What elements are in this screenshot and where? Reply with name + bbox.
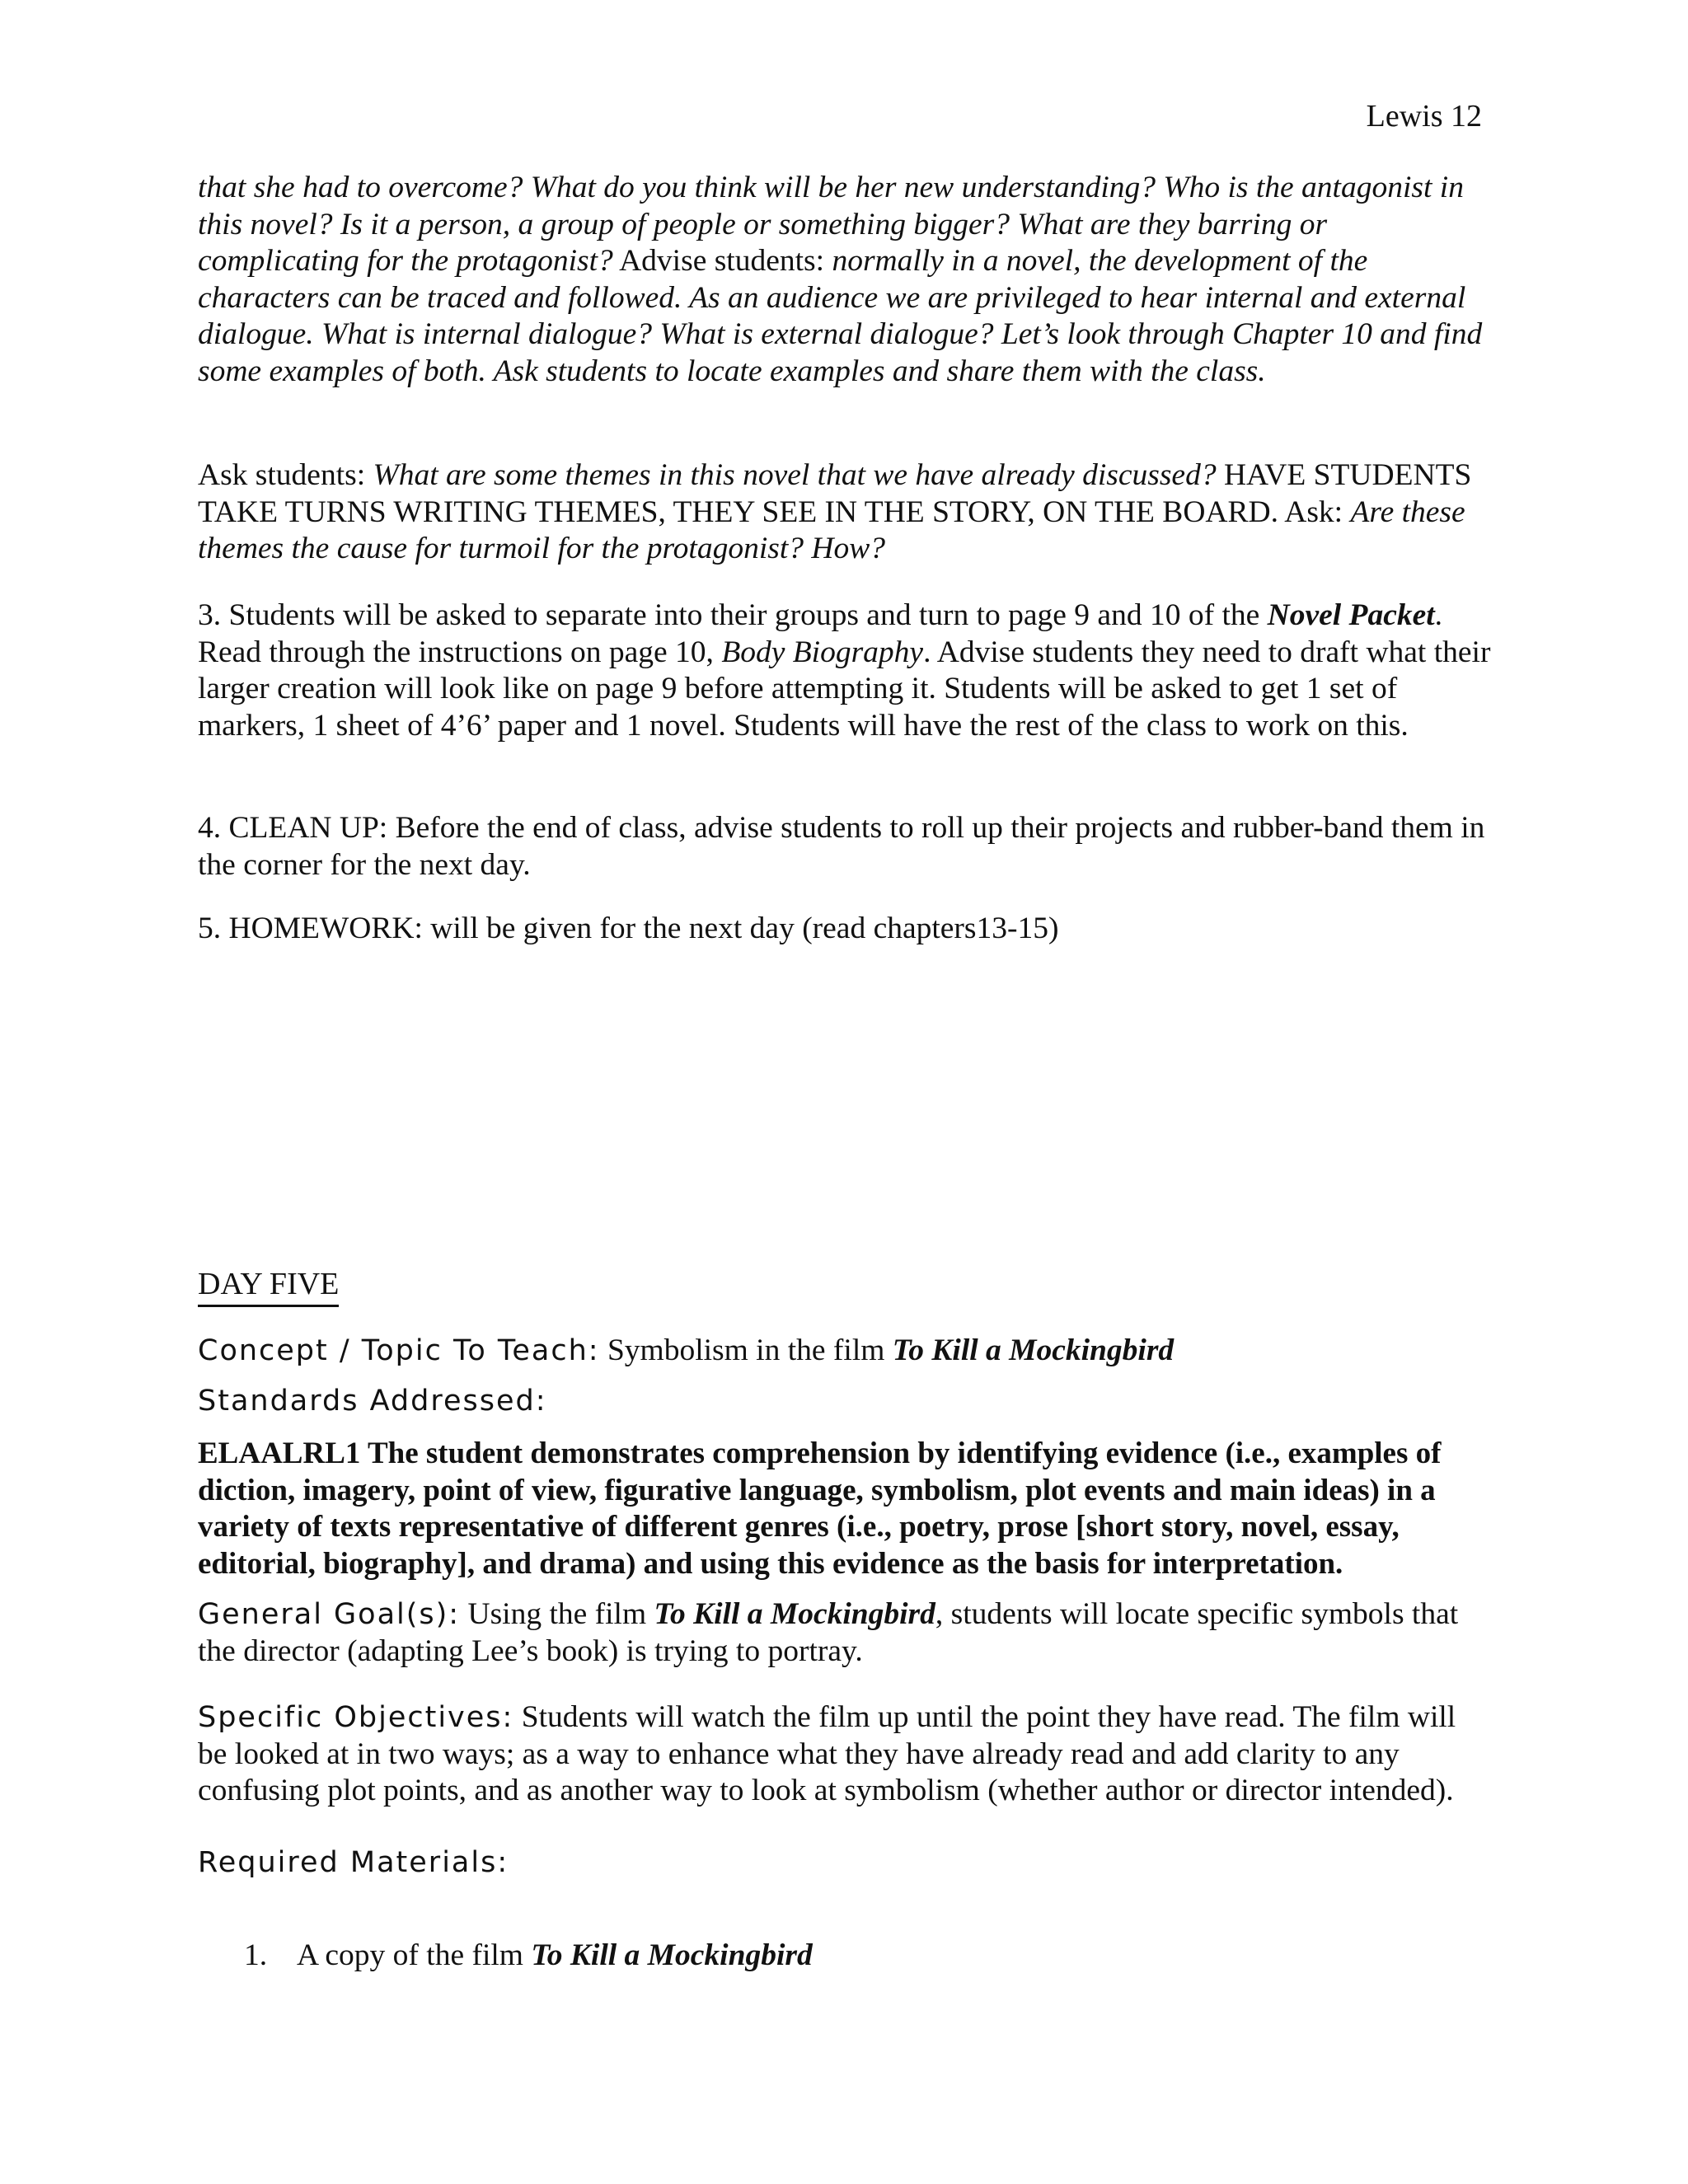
goals-film-title: To Kill a Mockingbird: [654, 1597, 935, 1631]
para2-text-2: HAVE STUDENTS TAKE TURNS WRITING THEMES, THEY SEE IN THE STORY, ON THE BOARD. Ask:: [198, 458, 1472, 529]
paragraph-1: [198, 170, 1492, 390]
concept-text: Symbolism in the film: [599, 1333, 893, 1367]
materials-item-number: 1.: [244, 1938, 268, 1972]
paragraph-4: [198, 810, 1492, 883]
specific-objectives: [198, 1699, 1492, 1810]
para3-text-3: . Advise students they need to draft what their larger creation will look like on page 9 before attempting it. Students will be asked to get 1 set of markers, 1 sheet of 4’6’ paper and 1 novel. Students will have the rest of the class to work on this.: [198, 635, 1491, 743]
page-number-label: Lewis 12: [1366, 99, 1482, 134]
para3-text-1: 3. Students will be asked to separate into their groups and turn to page 9 and 10 of the: [198, 598, 1268, 632]
standards-label: Standards Addressed:: [198, 1385, 547, 1418]
concept-label: Concept ∕ Topic To Teach:: [198, 1334, 600, 1367]
paragraph-2: [198, 457, 1492, 568]
goals-label: General Goal(s):: [198, 1598, 461, 1631]
paragraph-5: [198, 911, 1492, 948]
materials-item-text: A copy of the film: [297, 1938, 532, 1972]
homework-text: 5. HOMEWORK: will be given for the next day (read chapters13-15): [198, 912, 1059, 945]
concept-line: [198, 1333, 1492, 1370]
standards-label-line: [198, 1383, 1492, 1420]
page-header: [1367, 97, 1482, 135]
objectives-label: Specific Objectives:: [198, 1701, 514, 1734]
standards-text-block: [198, 1436, 1492, 1582]
general-goals: [198, 1596, 1492, 1670]
para3-novel-packet: Novel Packet: [1267, 598, 1435, 632]
goals-text-1: Using the film: [460, 1597, 654, 1631]
materials-label: Required Materials:: [198, 1846, 509, 1879]
para1-advise-text: Advise students:: [612, 244, 832, 278]
required-materials-line: [198, 1844, 1492, 1882]
goals-text-2: , students will locate specific symbols that the director (adapting Lee’s book) is trying to portray.: [198, 1597, 1459, 1668]
para3-text-2: . Read through the instructions on page 10,: [198, 598, 1443, 669]
para2-italic-2: Are these themes the cause for turmoil for the protagonist? How?: [198, 494, 1465, 565]
objectives-text: Students will watch the film up until the point they have read. The film will be looked at in two ways; as a way to enhance what they have already read and add clarity to any confusing plot points, and as another way to look at symbolism (whether author or director intended).: [198, 1700, 1456, 1807]
para1-italic-questions: that she had to overcome? What do you think will be her new understanding? Who is the antagonist in this novel? Is it a person, a group of people or something bigger? What are they barring or complicating for the protagonist?: [198, 171, 1464, 278]
materials-list-item: [244, 1937, 813, 1975]
concept-film-title: To Kill a Mockingbird: [892, 1333, 1175, 1367]
materials-item-title: To Kill a Mockingbird: [531, 1938, 813, 1972]
paragraph-3: [198, 598, 1492, 744]
para3-body-biography: Body Biography: [721, 635, 924, 669]
para1-italic-advice: normally in a novel, the development of the characters can be traced and followed. As an audience we are privileged to hear internal and external dialogue. What is internal dialogue? What is external dialogue? Let’s look through Chapter 10 and find some examples of both. Ask students to locate examples and share them with the class.: [198, 244, 1483, 388]
para2-italic-1: What are some themes in this novel that we have already discussed?: [373, 458, 1217, 492]
clean-up-text: 4. CLEAN UP: Before the end of class, advise students to roll up their projects and rubber-band them in the corner for the next day.: [198, 811, 1485, 882]
standards-text: ELAALRL1 The student demonstrates comprehension by identifying evidence (i.e., examples of diction, imagery, point of view, figurative language, symbolism, plot events and main ideas) in a variety of texts representative of different genres (i.e., poetry, prose [short story, novel, essay, editorial, biography], and drama) and using this evidence as the basis for interpretation.: [198, 1436, 1442, 1581]
day-five-heading: DAY FIVE: [198, 1265, 339, 1307]
para2-text-1: Ask students:: [198, 458, 373, 492]
